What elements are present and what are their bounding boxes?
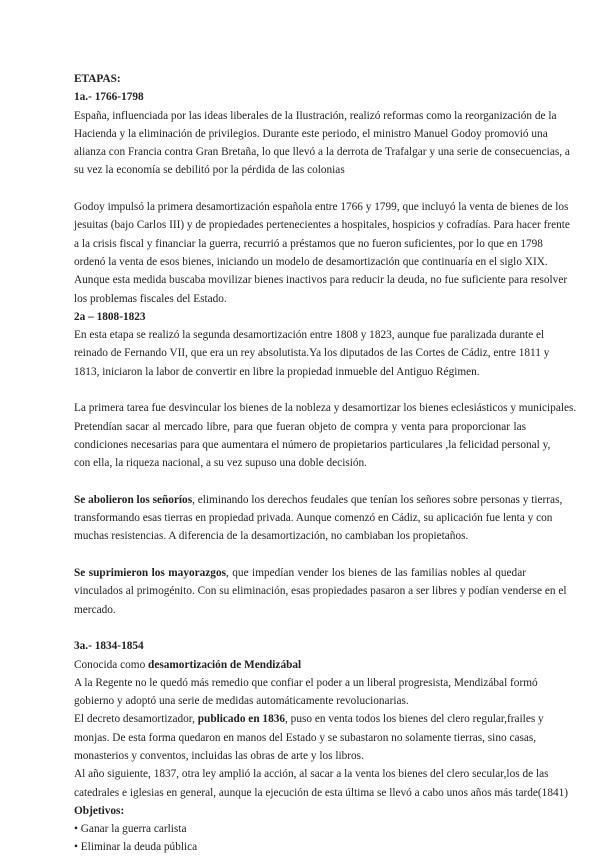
text-line: A la Regente no le quedó más remedio que confiar el poder a un liberal progresista, Mendizábal formó: [74, 676, 538, 689]
spacer: [74, 180, 526, 198]
stage2-paragraph-4: [74, 564, 567, 619]
list-item: • Eliminar la deuda pública: [74, 841, 198, 854]
text-line: La primera tarea fue desvincular los bienes de la nobleza y desamortizar los bienes eclesiásticos y municipales.: [74, 402, 577, 415]
text-line: España, influenciada por las ideas liberales de la Ilustración, realizó reformas como la reorganización de la: [74, 109, 557, 122]
spacer: [74, 473, 526, 491]
text-line: Aunque esta medida buscaba movilizar bienes inactivos para reducir la deuda, no fue suficiente para resolver: [74, 274, 568, 287]
text-line: a la crisis fiscal y financiar la guerra, recurrió a préstamos que no fueron suficientes, por lo que en 1798: [74, 237, 543, 250]
spacer: [74, 619, 526, 637]
text-line: En esta etapa se realizó la segunda desamortización entre 1808 y 1823, aunque fue paralizada durante el: [74, 329, 545, 342]
spacer: [74, 546, 526, 564]
text-line: reinado de Fernando VII, que era un rey absolutista.Ya los diputados de las Cortes de Cádiz, entre 1811 y: [74, 347, 550, 360]
stages-heading: ETAPAS:: [74, 73, 121, 85]
text-line: [74, 564, 526, 582]
stage2-title: 2a – 1808-1823: [74, 310, 146, 323]
text-line: gobierno y adoptó una serie de medidas automáticamente revolucionarias.: [74, 695, 409, 708]
stage3-paragraph-3: [74, 765, 569, 802]
stage2-paragraph-3: [74, 491, 563, 546]
text-line: transformando esas tierras en propiedad privada. Aunque comenzó en Cádiz, su aplicación fue lenta y con: [74, 512, 553, 525]
text-line: muchas resistencias. A diferencia de la desamortización, no cambiaban los propietaños.: [74, 530, 469, 543]
mendizabal-label: desamortización de Mendizábal: [148, 658, 302, 671]
text-line: catedrales e iglesias en general, aunque la ejecución de esta última se llevó a cabo unos años más tarde(1841): [74, 786, 569, 799]
text-line: [74, 491, 563, 509]
text-line: mercado.: [74, 603, 116, 616]
text-line: Pretendían sacar al mercado libre, para que fueran objeto de compra y venta para proporcionar las: [74, 420, 526, 433]
abolished-lordships-label: Se abolieron los señoríos: [74, 493, 193, 506]
text-line: vinculados al primogénito. Con su eliminación, esas propiedades pasaron a ser libres y podían venderse en el: [74, 585, 567, 598]
spacer: [74, 381, 526, 399]
stage3-known-as: [74, 656, 526, 674]
text-line: 1813, iniciaron la labor de convertir en libre la propiedad inmueble del Antiguo Régimen.: [74, 365, 480, 378]
text-line: jesuitas (bajo Carlos III) y de propiedades pertenecientes a hospitales, hospicios y cofradías. Para hacer frente: [74, 219, 570, 232]
stage3-paragraph-2: [74, 710, 544, 765]
published-1836-label: publicado en 1836: [197, 713, 286, 726]
text-line: monjas. De esta forma quedaron en manos del Estado y se subastaron no solamente tierras, sino casas,: [74, 731, 537, 744]
text-span: El decreto desamortizador,: [74, 713, 198, 726]
objectives-heading: Objetivos:: [74, 804, 125, 817]
stage2-paragraph-1: [74, 326, 550, 381]
stage1-title: 1a.- 1766-1798: [74, 91, 144, 104]
text-line: con ella, la riqueza nacional, a su vez supuso una doble decisión.: [74, 457, 367, 470]
text-span: , puso en venta todos los bienes del clero regular,frailes y: [285, 713, 544, 726]
text-line: Al año siguiente, 1837, otra ley amplió la acción, al sacar a la venta los bienes del clero secular,los de las: [74, 768, 549, 781]
list-item: • Ganar la guerra carlista: [74, 823, 187, 836]
stage1-paragraph-1: [74, 107, 570, 180]
stage3-title: 3a.- 1834-1854: [74, 640, 144, 653]
abolished-entailments-label: Se suprimieron los mayorazgos: [74, 567, 226, 580]
text-span: , eliminando los derechos feudales que tenían los señores sobre personas y tierras,: [192, 493, 563, 506]
text-span: , que impedían vender los bienes de las familias nobles al quedar: [226, 567, 526, 580]
text-line: ordenó la venta de esos bienes, iniciando un modelo de desamortización que continuaría en el siglo XIX.: [74, 255, 548, 268]
text-line: su vez la economía se debilitó por la pérdida de las colonias: [74, 164, 345, 177]
text-line: Hacienda y la eliminación de privilegios. Durante este periodo, el ministro Manuel Godoy promovió una: [74, 127, 548, 140]
stage2-paragraph-2: [74, 399, 577, 472]
text-line: alianza con Francia contra Gran Bretaña, lo que llevó a la derrota de Trafalgar y una serie de consecuencias, a: [74, 146, 570, 159]
stage3-paragraph-1: [74, 674, 538, 711]
stage1-paragraph-2: [74, 198, 570, 308]
text-line: los problemas fiscales del Estado.: [74, 292, 227, 305]
text-line: Godoy impulsó la primera desamortización española entre 1766 y 1799, que incluyó la venta de bienes de los: [74, 201, 569, 214]
text-span: Conocida como: [74, 658, 149, 671]
text-line: [74, 710, 544, 728]
text-line: condiciones necesarias para que aumentara el número de propietarios particulares ,la felicidad personal y,: [74, 438, 551, 451]
text-line: monasterios y conventos, incluidas las obras de arte y los libros.: [74, 749, 364, 762]
